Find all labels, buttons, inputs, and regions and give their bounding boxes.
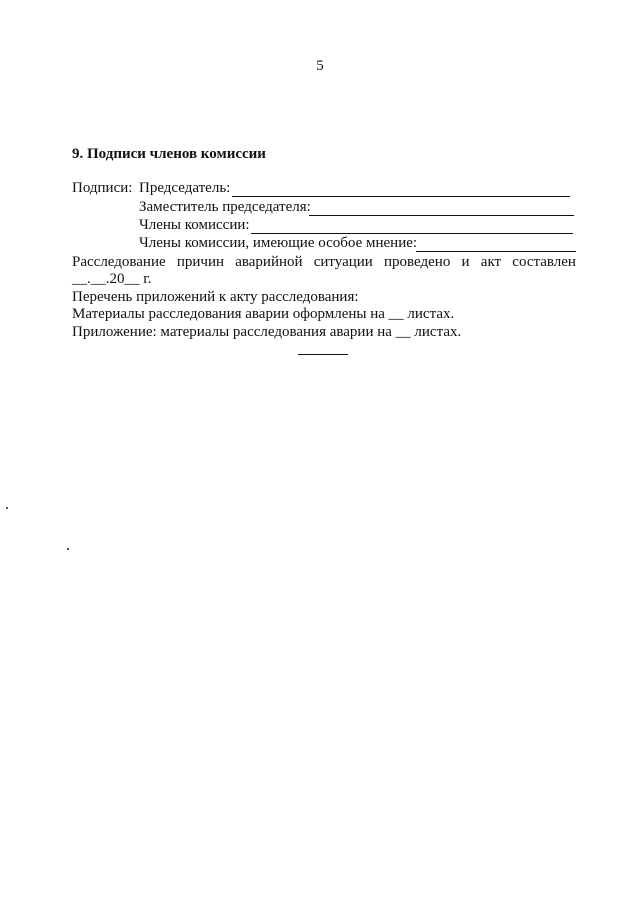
investigation-statement — [72, 254, 576, 271]
dissent-signature-line — [416, 251, 576, 252]
appendix-list-title: Перечень приложений к акту расследования: — [72, 289, 359, 305]
scan-speck — [67, 548, 69, 550]
statement-word: и — [461, 254, 470, 270]
statement-word: Расследование — [72, 254, 166, 270]
chairman-signature-line — [232, 196, 570, 197]
statement-word: причин — [176, 254, 225, 270]
statement-word: ситуации — [313, 254, 373, 270]
members-label: Члены комиссии: — [139, 217, 250, 233]
statement-word: акт — [480, 254, 502, 270]
appendix-line-attachment: Приложение: материалы расследования аварии на __ листах. — [72, 324, 462, 340]
end-rule — [298, 354, 348, 355]
statement-word: аварийной — [235, 254, 303, 270]
signatures-label: Подписи: — [72, 180, 133, 196]
deputy-signature-line — [309, 215, 574, 216]
appendix-line-materials: Материалы расследования аварии оформлены на __ листах. — [72, 306, 455, 322]
date-line: __.__.20__ г. — [72, 271, 152, 287]
statement-word: составлен — [512, 254, 576, 270]
dissent-label: Члены комиссии, имеющие особое мнение: — [139, 235, 418, 251]
chairman-label: Председатель: — [139, 180, 231, 196]
statement-word: проведено — [384, 254, 451, 270]
deputy-label: Заместитель председателя: — [139, 199, 311, 215]
members-signature-line — [251, 233, 573, 234]
page-number: 5 — [316, 58, 324, 74]
section-title: 9. Подписи членов комиссии — [72, 146, 266, 162]
scan-speck — [6, 507, 8, 509]
